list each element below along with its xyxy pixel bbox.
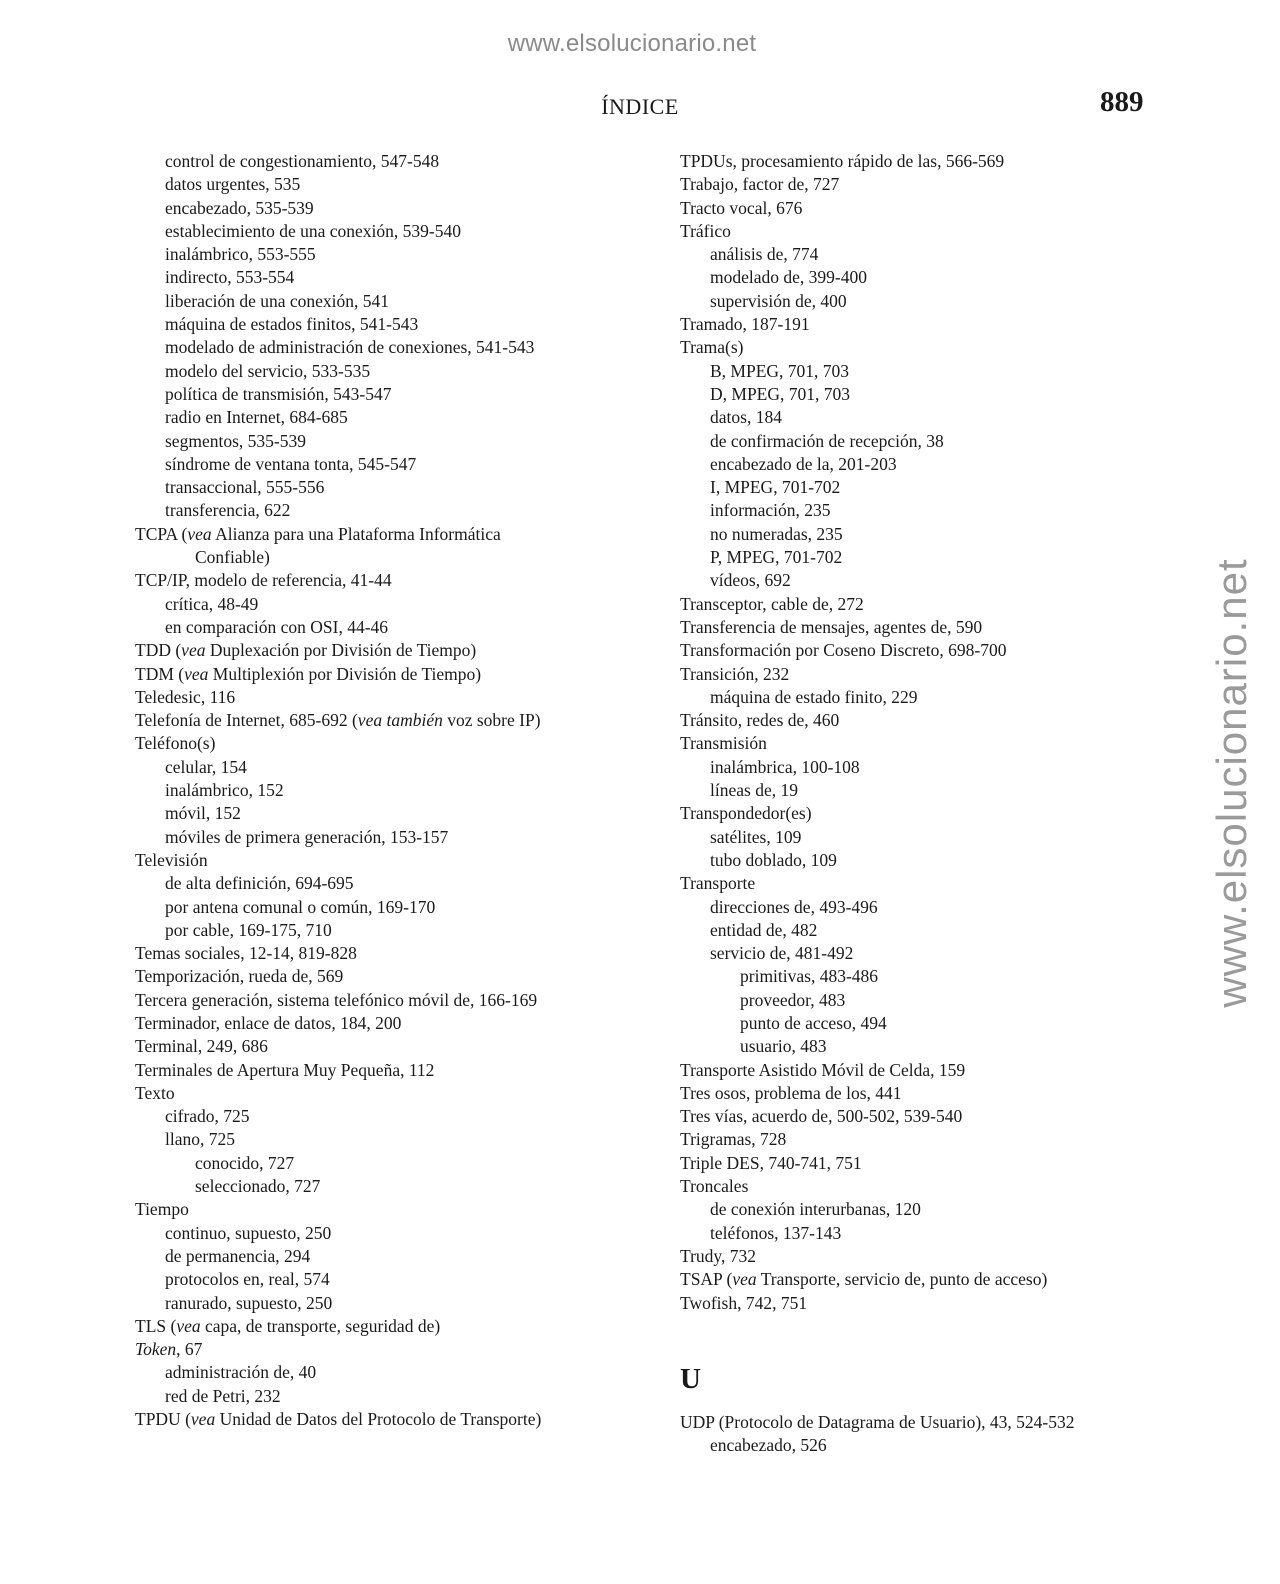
index-subentry	[680, 896, 1140, 919]
index-entry	[680, 593, 1140, 616]
index-entry	[680, 197, 1140, 220]
index-subentry	[135, 779, 655, 802]
index-entry	[135, 663, 655, 686]
index-subentry	[680, 569, 1140, 592]
index-subentry	[135, 336, 655, 359]
index-text: Teledesic, 116	[135, 686, 236, 707]
running-title: ÍNDICE	[601, 94, 679, 119]
index-text: máquina de estado finito, 229	[710, 686, 918, 707]
index-entry-continuation	[135, 546, 655, 569]
index-subentry	[135, 290, 655, 313]
index-subentry	[135, 896, 655, 919]
index-text: D, MPEG, 701, 703	[710, 383, 851, 404]
index-text: no numeradas, 235	[710, 523, 843, 544]
index-entry	[680, 1152, 1140, 1175]
index-text: máquina de estados finitos, 541-543	[165, 314, 419, 335]
index-text: Tracto vocal, 676	[680, 197, 803, 218]
index-subentry	[135, 150, 655, 173]
index-subentry	[680, 1222, 1140, 1245]
index-text: , 67	[176, 1339, 203, 1360]
index-entry	[135, 1198, 655, 1221]
index-text: Trigramas, 728	[680, 1129, 787, 1150]
index-text: vídeos, 692	[710, 570, 791, 591]
index-subentry	[135, 1128, 655, 1151]
index-subentry	[135, 406, 655, 429]
section-letter	[680, 1359, 1140, 1399]
index-text: inalámbrico, 152	[165, 780, 284, 801]
index-text: UDP (Protocolo de Datagrama de Usuario), 43, 524-532	[680, 1411, 1075, 1432]
index-text: establecimiento de una conexión, 539-540	[165, 220, 461, 241]
index-text: Telefonía de Internet, 685-692 (	[135, 710, 358, 731]
index-text: P, MPEG, 701-702	[710, 547, 843, 568]
index-entry	[680, 639, 1140, 662]
index-text: análisis de, 774	[710, 244, 819, 265]
index-text: líneas de, 19	[710, 780, 798, 801]
index-subentry	[680, 476, 1140, 499]
index-text: Temporización, rueda de, 569	[135, 966, 344, 987]
page-number: 889	[1100, 86, 1144, 118]
index-entry	[680, 313, 1140, 336]
index-text: continuo, supuesto, 250	[165, 1222, 332, 1243]
index-text: Terminador, enlace de datos, 184, 200	[135, 1012, 402, 1033]
index-text: Teléfono(s)	[135, 733, 216, 754]
index-text: Tráfico	[680, 220, 731, 241]
index-text: Tercera generación, sistema telefónico móvil de, 166-169	[135, 989, 538, 1010]
section-spacer	[680, 1399, 1140, 1411]
index-subentry	[680, 686, 1140, 709]
index-entry	[680, 150, 1140, 173]
index-text: encabezado, 535-539	[165, 197, 314, 218]
index-entry	[680, 336, 1140, 359]
index-text-italic: vea	[184, 663, 209, 684]
index-text: Tramado, 187-191	[680, 314, 810, 335]
index-text: inalámbrica, 100-108	[710, 756, 860, 777]
index-subentry	[135, 1292, 655, 1315]
index-text: conocido, 727	[195, 1152, 295, 1173]
index-subentry	[135, 360, 655, 383]
index-text: Trudy, 732	[680, 1245, 757, 1266]
index-text: protocolos en, real, 574	[165, 1269, 330, 1290]
index-text: Tiempo	[135, 1199, 189, 1220]
index-entry	[135, 1338, 655, 1361]
index-subentry	[680, 779, 1140, 802]
index-entry	[135, 849, 655, 872]
index-subentry	[135, 430, 655, 453]
index-subentry	[135, 1385, 655, 1408]
index-text: Alianza para una Plataforma Informática	[211, 523, 501, 544]
index-entry	[680, 1105, 1140, 1128]
index-text: Transición, 232	[680, 663, 790, 684]
index-subentry	[680, 989, 1140, 1012]
index-text: Terminal, 249, 686	[135, 1036, 268, 1057]
index-entry	[680, 802, 1140, 825]
index-subentry	[680, 849, 1140, 872]
index-text: Tres vías, acuerdo de, 500-502, 539-540	[680, 1106, 963, 1127]
index-text: de conexión interurbanas, 120	[710, 1199, 921, 1220]
index-subentry	[680, 383, 1140, 406]
index-entry	[135, 1059, 655, 1082]
index-text: Triple DES, 740-741, 751	[680, 1152, 862, 1173]
index-entry	[680, 1128, 1140, 1151]
index-text: ranurado, supuesto, 250	[165, 1292, 333, 1313]
index-entry	[680, 1292, 1140, 1315]
index-text: punto de acceso, 494	[740, 1012, 887, 1033]
index-text: teléfonos, 137-143	[710, 1222, 842, 1243]
index-text: U	[680, 1362, 701, 1395]
index-entry	[135, 1408, 655, 1431]
index-text: síndrome de ventana tonta, 545-547	[165, 453, 417, 474]
index-subentry	[680, 756, 1140, 779]
index-text: direcciones de, 493-496	[710, 896, 878, 917]
index-text: indirecto, 553-554	[165, 267, 295, 288]
index-text: Troncales	[680, 1176, 749, 1197]
index-text: Transformación por Coseno Discreto, 698-700	[680, 640, 1007, 661]
index-entry	[680, 1245, 1140, 1268]
index-subentry	[135, 243, 655, 266]
index-text: voz sobre IP)	[442, 710, 541, 731]
index-text: Texto	[135, 1082, 175, 1103]
index-subentry	[680, 499, 1140, 522]
index-entry	[135, 942, 655, 965]
index-entry	[680, 1059, 1140, 1082]
index-subentry	[135, 1175, 655, 1198]
index-column-left	[135, 150, 655, 1431]
index-text: inalámbrico, 553-555	[165, 244, 316, 265]
index-text-italic: vea también	[357, 710, 443, 731]
index-text: segmentos, 535-539	[165, 430, 306, 451]
index-text: TSAP (	[680, 1269, 733, 1290]
index-text: TPDU (	[135, 1409, 191, 1430]
index-text: celular, 154	[165, 756, 247, 777]
index-text-italic: vea	[732, 1269, 757, 1290]
index-entry	[135, 523, 655, 546]
index-subentry	[680, 1434, 1140, 1457]
index-entry	[680, 872, 1140, 895]
index-text: Confiable)	[195, 547, 270, 568]
index-text: administración de, 40	[165, 1362, 317, 1383]
index-text: Unidad de Datos del Protocolo de Transporte)	[215, 1409, 542, 1430]
index-text: TCP/IP, modelo de referencia, 41-44	[135, 570, 392, 591]
index-text: primitivas, 483-486	[740, 966, 879, 987]
index-text: por antena comunal o común, 169-170	[165, 896, 436, 917]
watermark-side: www.elsolucionario.net	[1208, 558, 1255, 1008]
index-subentry	[135, 593, 655, 616]
index-text: B, MPEG, 701, 703	[710, 360, 850, 381]
index-text: Transporte, servicio de, punto de acceso)	[756, 1269, 1048, 1290]
index-subentry	[135, 1361, 655, 1384]
index-text: en comparación con OSI, 44-46	[165, 616, 389, 637]
index-subentry	[680, 266, 1140, 289]
index-text: TCPA (	[135, 523, 188, 544]
index-text: seleccionado, 727	[195, 1176, 321, 1197]
index-subentry	[135, 1222, 655, 1245]
index-entry	[135, 1315, 655, 1338]
index-text: Transferencia de mensajes, agentes de, 590	[680, 616, 983, 637]
index-text: de alta definición, 694-695	[165, 873, 354, 894]
index-text: entidad de, 482	[710, 919, 818, 940]
index-entry	[680, 220, 1140, 243]
index-text: llano, 725	[165, 1129, 235, 1150]
index-subentry	[680, 290, 1140, 313]
index-text: Transmisión	[680, 733, 767, 754]
index-subentry	[680, 453, 1140, 476]
index-entry	[680, 732, 1140, 755]
index-text: modelado de, 399-400	[710, 267, 867, 288]
index-subentry	[135, 872, 655, 895]
index-text: Temas sociales, 12-14, 819-828	[135, 943, 357, 964]
index-subentry	[680, 1198, 1140, 1221]
index-text: de permanencia, 294	[165, 1245, 311, 1266]
index-text: TLS (	[135, 1315, 177, 1336]
index-entry	[680, 1268, 1140, 1291]
index-text: proveedor, 483	[740, 989, 846, 1010]
index-subentry	[135, 197, 655, 220]
index-text: Tres osos, problema de los, 441	[680, 1082, 902, 1103]
index-text: crítica, 48-49	[165, 593, 259, 614]
index-entry	[680, 663, 1140, 686]
index-entry	[680, 709, 1140, 732]
index-entry	[680, 1082, 1140, 1105]
index-text: radio en Internet, 684-685	[165, 407, 348, 428]
index-subentry	[680, 919, 1140, 942]
index-subentry	[680, 1035, 1140, 1058]
index-entry	[680, 1411, 1140, 1434]
index-text: Tránsito, redes de, 460	[680, 710, 840, 731]
index-text-italic: vea	[176, 1315, 201, 1336]
index-text: liberación de una conexión, 541	[165, 290, 390, 311]
index-text: cifrado, 725	[165, 1106, 250, 1127]
index-text: TPDUs, procesamiento rápido de las, 566-569	[680, 151, 1005, 171]
index-text: Televisión	[135, 849, 208, 870]
index-subentry	[135, 802, 655, 825]
index-text-italic: Token	[135, 1339, 177, 1360]
index-text: tubo doblado, 109	[710, 849, 837, 870]
index-subentry	[135, 826, 655, 849]
index-subentry	[135, 1245, 655, 1268]
index-subentry	[680, 942, 1140, 965]
index-text: modelo del servicio, 533-535	[165, 360, 371, 381]
index-subentry	[680, 360, 1140, 383]
index-subentry	[680, 826, 1140, 849]
index-text: política de transmisión, 543-547	[165, 383, 392, 404]
index-text: TDM (	[135, 663, 185, 684]
index-text: móviles de primera generación, 153-157	[165, 826, 449, 847]
index-subentry	[680, 406, 1140, 429]
index-subentry	[135, 220, 655, 243]
index-entry	[135, 686, 655, 709]
index-subentry	[135, 476, 655, 499]
index-text: Transpondedor(es)	[680, 803, 812, 824]
index-entry	[135, 639, 655, 662]
index-subentry	[135, 1268, 655, 1291]
index-text: Twofish, 742, 751	[680, 1292, 808, 1313]
index-subentry	[135, 173, 655, 196]
index-text-italic: vea	[190, 1409, 216, 1430]
index-entry	[135, 569, 655, 592]
index-text: transferencia, 622	[165, 500, 291, 521]
index-subentry	[135, 1152, 655, 1175]
index-text: transaccional, 555-556	[165, 477, 325, 498]
index-text: datos, 184	[710, 407, 782, 428]
index-subentry	[680, 430, 1140, 453]
index-text: por cable, 169-175, 710	[165, 919, 332, 940]
index-entry	[135, 1082, 655, 1105]
index-text: capa, de transporte, seguridad de)	[200, 1315, 441, 1336]
index-text: servicio de, 481-492	[710, 943, 854, 964]
index-subentry	[135, 453, 655, 476]
index-column-right	[680, 150, 1140, 1457]
index-text: información, 235	[710, 500, 831, 521]
index-entry	[680, 173, 1140, 196]
index-text: satélites, 109	[710, 826, 802, 847]
index-text: móvil, 152	[165, 803, 241, 824]
index-subentry	[680, 523, 1140, 546]
index-text: Transporte Asistido Móvil de Celda, 159	[680, 1059, 966, 1080]
index-text-italic: vea	[187, 523, 212, 544]
index-text: TDD (	[135, 640, 182, 661]
index-entry	[135, 732, 655, 755]
index-text: encabezado, 526	[710, 1435, 827, 1456]
index-text: red de Petri, 232	[165, 1385, 281, 1406]
index-subentry	[135, 756, 655, 779]
index-subentry	[135, 499, 655, 522]
index-subentry	[135, 266, 655, 289]
index-text: Trama(s)	[680, 337, 744, 358]
section-spacer	[680, 1315, 1140, 1359]
index-subentry	[680, 965, 1140, 988]
index-text: Transporte	[680, 873, 756, 894]
index-text: Trabajo, factor de, 727	[680, 174, 840, 195]
index-subentry	[135, 919, 655, 942]
index-text: Transceptor, cable de, 272	[680, 593, 864, 614]
watermark-top: www.elsolucionario.net	[507, 30, 757, 57]
index-text: Terminales de Apertura Muy Pequeña, 112	[135, 1059, 435, 1080]
index-text: datos urgentes, 535	[165, 174, 301, 195]
index-text: control de congestionamiento, 547-548	[165, 151, 440, 171]
index-text: usuario, 483	[740, 1036, 827, 1057]
index-text: modelado de administración de conexiones, 541-543	[165, 337, 535, 358]
index-entry	[135, 989, 655, 1012]
index-entry	[135, 1012, 655, 1035]
index-subentry	[135, 616, 655, 639]
index-text-italic: vea	[181, 640, 206, 661]
index-text: de confirmación de recepción, 38	[710, 430, 944, 451]
index-text: encabezado de la, 201-203	[710, 453, 897, 474]
index-subentry	[135, 383, 655, 406]
index-subentry	[680, 1012, 1140, 1035]
index-text: Duplexación por División de Tiempo)	[205, 640, 477, 661]
index-entry	[135, 709, 655, 732]
index-subentry	[135, 313, 655, 336]
index-entry	[680, 1175, 1140, 1198]
index-subentry	[135, 1105, 655, 1128]
index-text: supervisión de, 400	[710, 290, 847, 311]
index-subentry	[680, 546, 1140, 569]
index-entry	[135, 1035, 655, 1058]
index-subentry	[680, 243, 1140, 266]
index-text: I, MPEG, 701-702	[710, 477, 841, 498]
index-entry	[135, 965, 655, 988]
index-text: Multiplexión por División de Tiempo)	[208, 663, 482, 684]
index-entry	[680, 616, 1140, 639]
